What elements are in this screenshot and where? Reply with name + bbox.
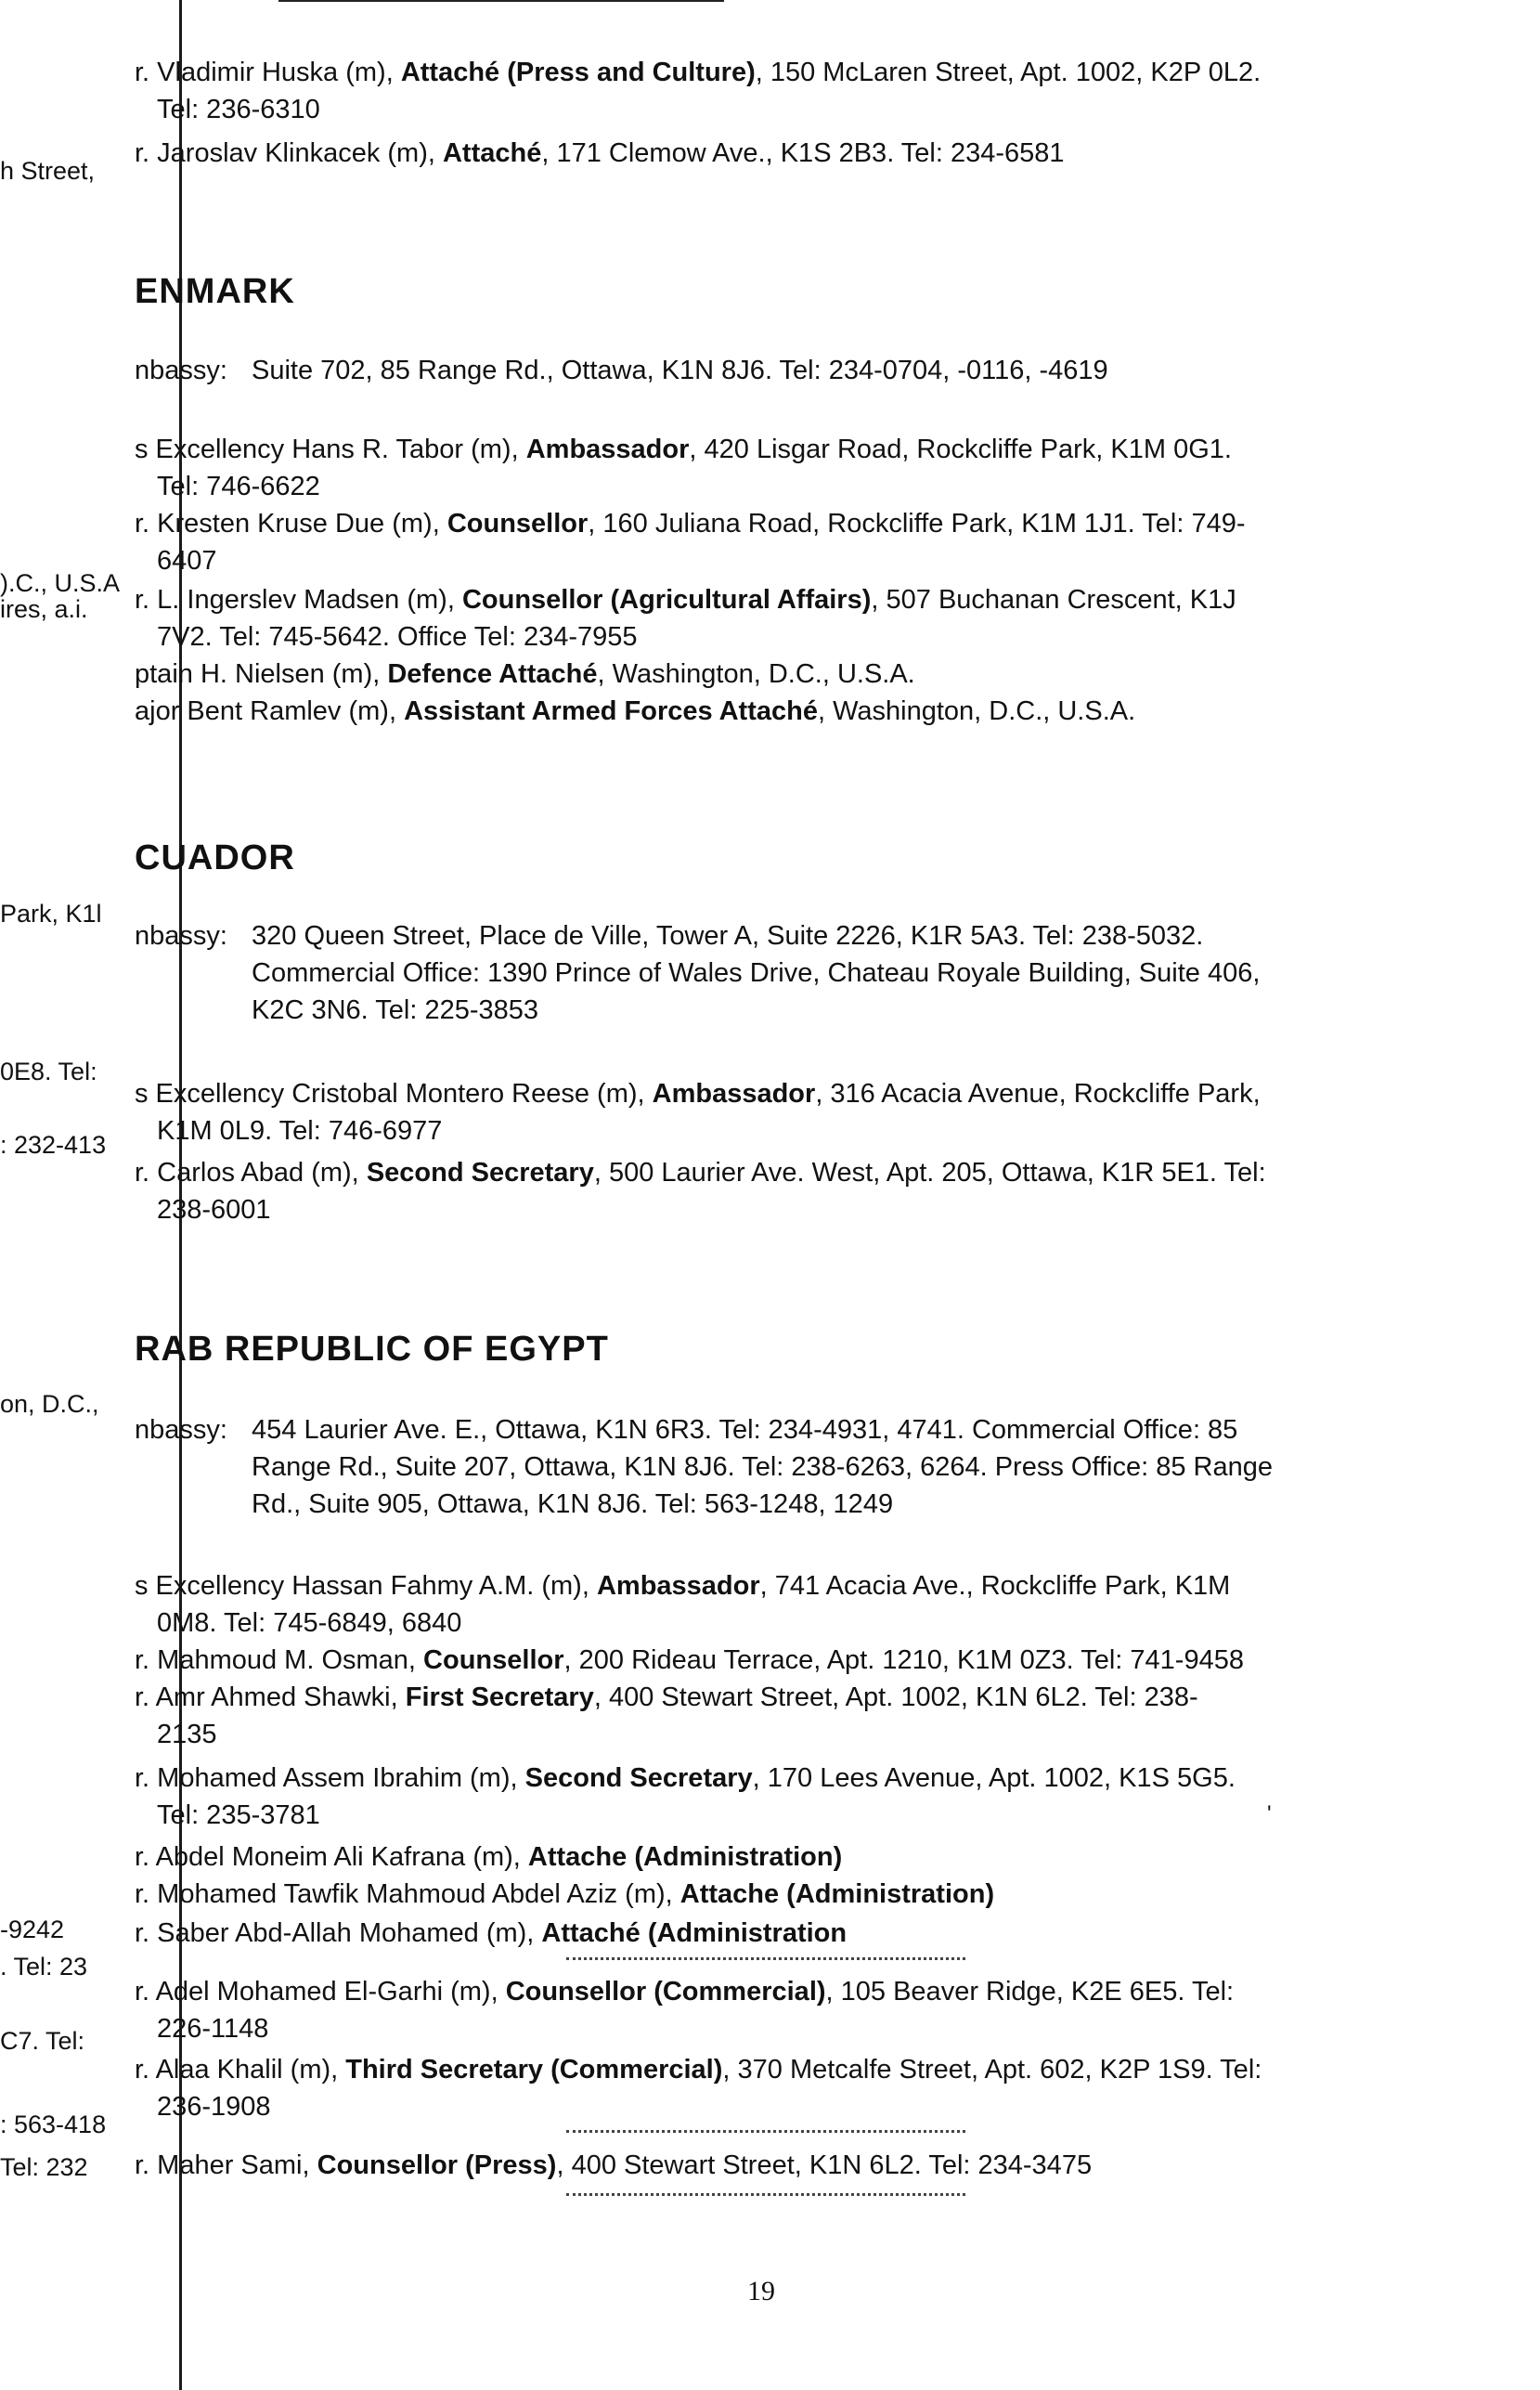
dotted-rule: [566, 1957, 965, 1960]
directory-entry: r. L. Ingerslev Madsen (m), Counsellor (Agricultural Affairs), 507 Buchanan Crescent, K1J 7V2. Tel: 745-5642. Office Tel: 234-7955: [135, 585, 1236, 652]
directory-entry: ptain H. Nielsen (m), Defence Attaché, Washington, D.C., U.S.A.: [135, 659, 915, 689]
directory-entry: r. Abdel Moneim Ali Kafrana (m), Attache (Administration): [135, 1842, 843, 1872]
margin-fragment: on, D.C.,: [0, 1390, 99, 1418]
directory-entry: r. Jaroslav Klinkacek (m), Attaché, 171 Clemow Ave., K1S 2B3. Tel: 234-6581: [135, 138, 1065, 168]
directory-entry: r. Amr Ahmed Shawki, First Secretary, 400 Stewart Street, Apt. 1002, K1N 6L2. Tel: 238- 2135: [135, 1682, 1198, 1749]
margin-fragment: : 563-418: [0, 2111, 107, 2138]
margin-fragment: ).C., U.S.A: [0, 569, 121, 597]
directory-entry: r. Adel Mohamed El-Garhi (m), Counsellor (Commercial), 105 Beaver Ridge, K2E 6E5. Tel: 226-1148: [135, 1977, 1235, 2044]
dotted-rule: [566, 2130, 965, 2133]
margin-fragment: Tel: 232: [0, 2153, 88, 2181]
directory-entry: r. Vladimir Huska (m), Attaché (Press and Culture), 150 McLaren Street, Apt. 1002, K2P 0L2. Tel: 236-6310: [135, 58, 1262, 124]
margin-fragment: : 232-413: [0, 1131, 107, 1159]
margin-fragment: ires, a.i.: [0, 595, 88, 623]
document-page: h Street, ).C., U.S.A ires, a.i. Park, K1l 0E8. Tel: : 232-413 on, D.C., -9242 . Tel: 23 C7. Tel: : 563-418 Tel: 232 r. Vladimir Huska (m), Attaché (Press and Culture), 150 McLaren Street, Apt. 1002, K2P 0L2. Tel: 236-6310 r. Jaroslav Klinkacek (m), Attaché, 171 Clemow Ave., K1S 2B3. Tel: 234-6581 ENMARK nbassy: Suite 702, 85 Range Rd., Ottawa, K1N 8J6. Tel: 234-0704, -0116, -4619 s Excellency Hans R. Tabor (m), Ambassador, 420 Lisgar Road, Rockcliffe Park, K1M 0G1. Tel: 746-6622 r. Kresten Kruse Due (m), Counsellor, 160 Juliana Road, Rockcliffe Park, K1M 1J1. Tel: 749- 6407 r. L. Ingerslev Madsen (m), Counsellor (Agricultural Affairs), 507 Buchanan Crescent, K1J 7V2. Tel: 745-5642. Office Tel: 234-7955 ptain H. Nielsen (m), Defence Attaché, Washington, D.C., U.S.A. ajor Bent Ramlev (m), Assistant Armed Forces Attaché, Washington, D.C., U.S.A. CUADOR nbassy: 320 Queen Street, Place de Ville, Tower A, Suite 2226, K1R 5A3. Tel: 238-5032. Commercial Office: 1390 Prince of Wales Drive, Chateau Royale Building, Suite 406, K2C 3N6. Tel: 225-3853 s Excellency Cristobal Montero Reese (m), Ambassador, 316 Acacia Avenue, Rockcliffe Park, K1M 0L9. Tel: 746-6977 r. Carlos Abad (m), Second Secretary, 500 Laurier Ave. West, Apt. 205, Ottawa, K1R 5E1. Tel: 238-6001 RAB REPUBLIC OF EGYPT nbassy: 454 Laurier Ave. E., Ottawa, K1N 6R3. Tel: 234-4931, 4741. Commercial Office: 85 Range Rd., Suite 207, Ottawa, K1N 8J6. Tel: 238-6263, 6264. Press Office: 85 Range Rd., Suite 905, Ottawa, K1N 8J6. Tel: 563-1248, 1249 s Excellency Hassan Fahmy A.M. (m), Ambassador, 741 Acacia Ave., Rockcliffe Park, K1M 0M8. Tel: 745-6849, 6840 r. Mahmoud M. Osman, Counsellor, 200 Rideau Terrace, Apt. 1210, K1M 0Z3. Tel: 741-9458 r. Amr Ahmed Shawki, First Secretary, 400 Stewart Street, Apt. 1002, K1N 6L2. Tel: 238- 2135 r. Mohamed Assem Ibrahim (m), Second Secretary, 170 Lees Avenue, Apt. 1002, K1S 5G5. Tel: 235-3781 r. Abdel Moneim Ali Kafrana (m), Attache (Administration) r. Mohamed Tawfik Mahmoud Abdel Aziz (m), Attache (Administration) r. Saber Abd-Allah Mohamed (m), Attaché (Administration r. Adel Mohamed El-Garhi (m), Counsellor (Commercial), 105 Beaver Ridge, K2E 6E5. Tel: 226-1148 r. Alaa Khalil (m), Third Secretary (Commercial), 370 Metcalfe Street, Apt. 602, K2P 1S9. Tel: 236-1908 r. Maher Sami, Counsellor (Press), 400 Stewart Street, K1N 6L2. Tel: 234-3475 ' 19: [0, 0, 1540, 2390]
directory-entry: r. Carlos Abad (m), Second Secretary, 500 Laurier Ave. West, Apt. 205, Ottawa, K1R 5E1. Tel: 238-6001: [135, 1158, 1266, 1225]
margin-fragment: -9242: [0, 1916, 65, 1943]
directory-entry: s Excellency Cristobal Montero Reese (m), Ambassador, 316 Acacia Avenue, Rockcliffe Park, K1M 0L9. Tel: 746-6977: [135, 1079, 1261, 1146]
margin-fragment: . Tel: 23: [0, 1953, 88, 1981]
margin-fragment: C7. Tel:: [0, 2027, 85, 2055]
country-heading-ecuador: CUADOR: [135, 838, 295, 877]
directory-entry: r. Saber Abd-Allah Mohamed (m), Attaché (Administration: [135, 1918, 848, 1948]
country-heading-denmark: ENMARK: [135, 272, 295, 311]
directory-entry: ajor Bent Ramlev (m), Assistant Armed Forces Attaché, Washington, D.C., U.S.A.: [135, 696, 1136, 726]
dotted-rule: [566, 2193, 965, 2196]
directory-entry: r. Mahmoud M. Osman, Counsellor, 200 Rideau Terrace, Apt. 1210, K1M 0Z3. Tel: 741-9458: [135, 1645, 1244, 1675]
directory-entry: s Excellency Hans R. Tabor (m), Ambassador, 420 Lisgar Road, Rockcliffe Park, K1M 0G1. Tel: 746-6622: [135, 435, 1232, 501]
directory-entry: s Excellency Hassan Fahmy A.M. (m), Ambassador, 741 Acacia Ave., Rockcliffe Park, K1M 0M8. Tel: 745-6849, 6840: [135, 1571, 1231, 1638]
country-heading-egypt: RAB REPUBLIC OF EGYPT: [135, 1330, 609, 1369]
top-rule: [278, 0, 724, 2]
directory-entry: r. Alaa Khalil (m), Third Secretary (Commercial), 370 Metcalfe Street, Apt. 602, K2P 1S9. Tel: 236-1908: [135, 2055, 1262, 2122]
margin-fragment: h Street,: [0, 157, 96, 185]
directory-entry: r. Mohamed Tawfik Mahmoud Abdel Aziz (m), Attache (Administration): [135, 1879, 995, 1909]
directory-entry: r. Kresten Kruse Due (m), Counsellor, 160 Juliana Road, Rockcliffe Park, K1M 1J1. Tel: 749- 6407: [135, 509, 1246, 576]
margin-fragment: Park, K1l: [0, 900, 102, 928]
directory-entry: r. Maher Sami, Counsellor (Press), 400 Stewart Street, K1N 6L2. Tel: 234-3475: [135, 2150, 1093, 2180]
directory-entry: r. Mohamed Assem Ibrahim (m), Second Secretary, 170 Lees Avenue, Apt. 1002, K1S 5G5. Tel: 235-3781: [135, 1763, 1236, 1830]
page-number: 19: [747, 2276, 775, 2306]
margin-fragment: 0E8. Tel:: [0, 1058, 97, 1085]
stray-mark: ': [1267, 1801, 1272, 1826]
